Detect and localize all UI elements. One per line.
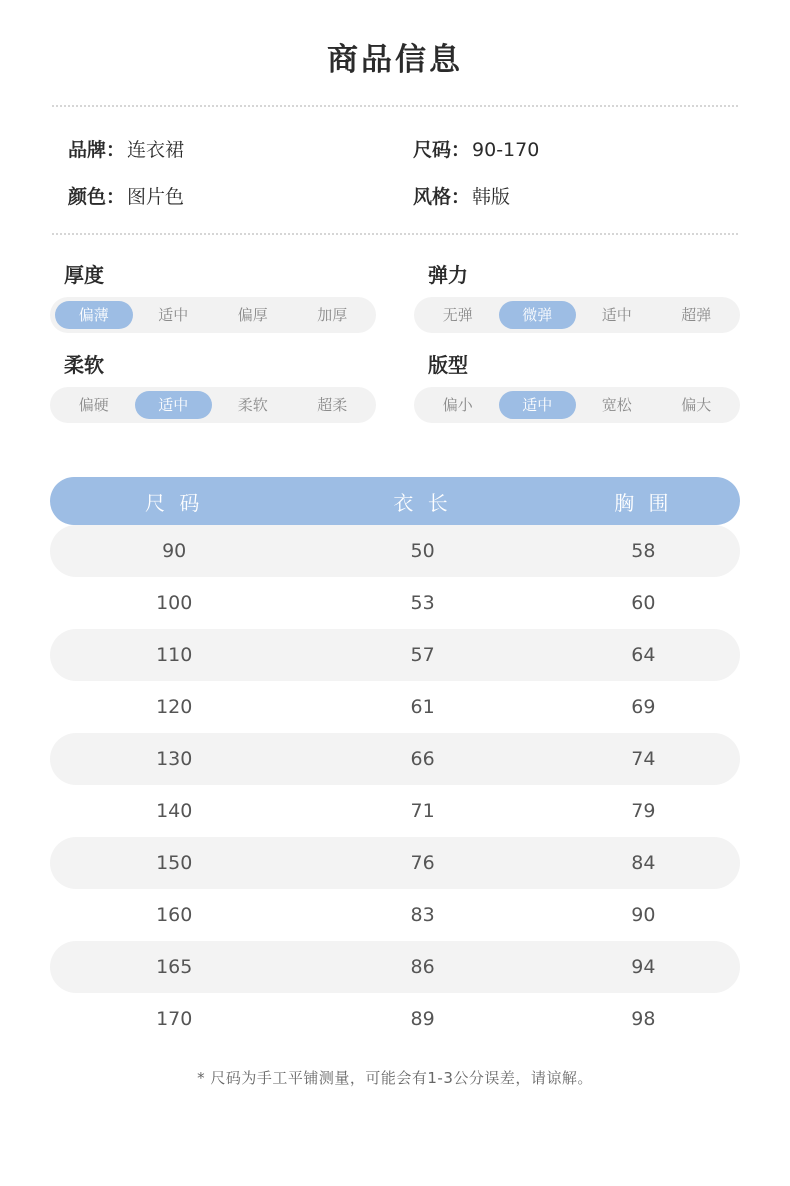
table-header-cell: 衣 长 bbox=[393, 490, 452, 515]
info-value: 图片色 bbox=[127, 186, 185, 208]
table-row bbox=[50, 889, 740, 941]
scale-option[interactable]: 偏薄 bbox=[55, 301, 133, 329]
basic-info-section bbox=[50, 107, 740, 233]
table-cell-length: 71 bbox=[410, 800, 435, 822]
table-cell-bust: 94 bbox=[631, 956, 656, 978]
info-row bbox=[50, 182, 740, 209]
page-title: 商品信息 bbox=[327, 42, 463, 78]
table-row bbox=[50, 577, 740, 629]
info-cell-brand bbox=[50, 135, 405, 162]
table-cell-bust: 69 bbox=[631, 696, 656, 718]
attribute-title: 弹力 bbox=[428, 263, 468, 287]
attribute-thickness bbox=[50, 259, 376, 349]
table-row bbox=[50, 629, 740, 681]
table-cell-size: 170 bbox=[156, 1008, 193, 1030]
table-header-cell: 尺 码 bbox=[145, 490, 204, 515]
table-cell-bust: 84 bbox=[631, 852, 656, 874]
attribute-scale bbox=[414, 297, 740, 333]
scale-option[interactable]: 偏厚 bbox=[237, 306, 268, 324]
scale-option[interactable]: 无弹 bbox=[442, 306, 473, 324]
table-cell-bust: 58 bbox=[631, 540, 656, 562]
table-cell-bust: 64 bbox=[631, 644, 656, 666]
scale-option[interactable]: 加厚 bbox=[317, 306, 348, 324]
attribute-elasticity bbox=[414, 259, 740, 349]
info-label: 品牌： bbox=[68, 139, 126, 161]
table-cell-size: 110 bbox=[156, 644, 193, 666]
scale-option[interactable]: 偏硬 bbox=[78, 396, 109, 414]
table-cell-size: 165 bbox=[156, 956, 193, 978]
attributes-section bbox=[50, 235, 740, 439]
scale-option[interactable]: 超弹 bbox=[681, 306, 712, 324]
scale-option[interactable]: 适中 bbox=[601, 306, 632, 324]
table-cell-length: 50 bbox=[410, 540, 435, 562]
info-label: 颜色： bbox=[68, 186, 126, 208]
table-cell-size: 90 bbox=[162, 540, 187, 562]
attribute-fit bbox=[414, 349, 740, 439]
table-cell-length: 86 bbox=[410, 956, 435, 978]
table-row bbox=[50, 525, 740, 577]
table-header-cell: 胸 围 bbox=[614, 490, 673, 515]
attribute-title: 柔软 bbox=[64, 353, 104, 377]
table-cell-length: 76 bbox=[410, 852, 435, 874]
table-cell-bust: 98 bbox=[631, 1008, 656, 1030]
scale-option[interactable]: 偏小 bbox=[442, 396, 473, 414]
table-cell-bust: 90 bbox=[631, 904, 656, 926]
table-cell-length: 83 bbox=[410, 904, 435, 926]
scale-option[interactable]: 柔软 bbox=[237, 396, 268, 414]
info-value: 韩版 bbox=[472, 186, 511, 208]
info-label: 风格： bbox=[413, 186, 471, 208]
attribute-scale bbox=[414, 387, 740, 423]
info-value: 连衣裙 bbox=[127, 139, 185, 161]
scale-option[interactable]: 宽松 bbox=[601, 396, 632, 414]
table-row bbox=[50, 681, 740, 733]
table-cell-size: 120 bbox=[156, 696, 193, 718]
attribute-scale bbox=[50, 387, 376, 423]
table-row bbox=[50, 941, 740, 993]
attribute-scale bbox=[50, 297, 376, 333]
table-row bbox=[50, 785, 740, 837]
info-value: 90-170 bbox=[472, 139, 540, 161]
table-row bbox=[50, 837, 740, 889]
attribute-title: 厚度 bbox=[64, 263, 104, 287]
scale-option[interactable]: 微弹 bbox=[499, 301, 577, 329]
table-cell-length: 66 bbox=[410, 748, 435, 770]
table-cell-length: 53 bbox=[410, 592, 435, 614]
scale-option[interactable]: 适中 bbox=[158, 306, 189, 324]
table-row bbox=[50, 993, 740, 1045]
info-cell-size bbox=[405, 135, 539, 162]
table-cell-size: 100 bbox=[156, 592, 193, 614]
table-row bbox=[50, 733, 740, 785]
scale-option[interactable]: 偏大 bbox=[681, 396, 712, 414]
table-cell-size: 150 bbox=[156, 852, 193, 874]
info-label: 尺码： bbox=[413, 139, 471, 161]
info-cell-style bbox=[405, 182, 510, 209]
table-cell-size: 140 bbox=[156, 800, 193, 822]
attribute-row-2 bbox=[50, 349, 740, 439]
table-header-row bbox=[50, 477, 740, 525]
scale-option[interactable]: 适中 bbox=[135, 391, 213, 419]
table-cell-length: 57 bbox=[410, 644, 435, 666]
table-cell-length: 61 bbox=[410, 696, 435, 718]
table-cell-bust: 74 bbox=[631, 748, 656, 770]
attribute-title: 版型 bbox=[428, 353, 468, 377]
table-cell-size: 130 bbox=[156, 748, 193, 770]
scale-option[interactable]: 适中 bbox=[499, 391, 577, 419]
measurement-note: * 尺码为手工平铺测量，可能会有1-3公分误差，请谅解。 bbox=[197, 1069, 593, 1087]
table-cell-bust: 60 bbox=[631, 592, 656, 614]
info-cell-color bbox=[50, 182, 405, 209]
table-cell-size: 160 bbox=[156, 904, 193, 926]
table-cell-length: 89 bbox=[410, 1008, 435, 1030]
attribute-row-1 bbox=[50, 259, 740, 349]
table-cell-bust: 79 bbox=[631, 800, 656, 822]
attribute-softness bbox=[50, 349, 376, 439]
size-table bbox=[50, 477, 740, 1045]
info-row bbox=[50, 135, 740, 162]
scale-option[interactable]: 超柔 bbox=[317, 396, 348, 414]
